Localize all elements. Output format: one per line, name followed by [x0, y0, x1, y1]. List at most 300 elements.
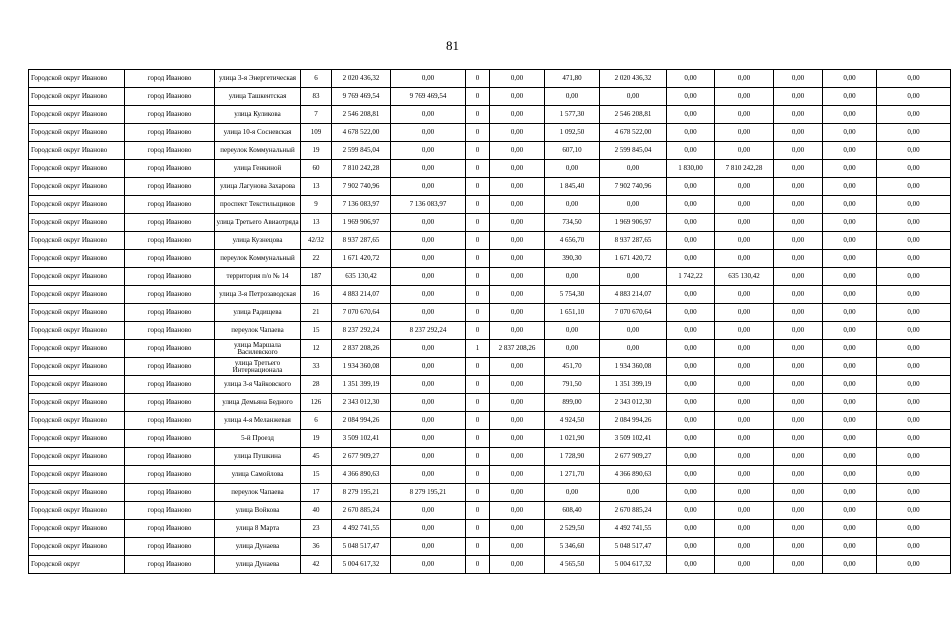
cell-street: улица Самойлова [215, 466, 301, 484]
cell-street: улица Пушкина [215, 448, 301, 466]
cell-cost-c: 1 351 399,19 [600, 376, 667, 394]
cell-house-number: 9 [301, 196, 332, 214]
cell-count-b: 0 [466, 448, 490, 466]
cell-house-number: 126 [301, 394, 332, 412]
cell-cost-c: 4 883 214,07 [600, 286, 667, 304]
cell-count-b: 0 [466, 124, 490, 142]
table-row [29, 466, 951, 484]
cell-area-c: 4 924,50 [545, 412, 600, 430]
cell-cost-d: 0,00 [715, 412, 774, 430]
cell-street: улица Кузнецова [215, 232, 301, 250]
cell-cost-g: 0,00 [877, 304, 951, 322]
cell-street: улица Генкиной [215, 160, 301, 178]
cell-count-b: 0 [466, 430, 490, 448]
cell-cost-g: 0,00 [877, 430, 951, 448]
cell-cost-c: 0,00 [600, 88, 667, 106]
cell-cost-b: 0,00 [490, 484, 545, 502]
table-row [29, 376, 951, 394]
cell-count-b: 0 [466, 142, 490, 160]
cell-street: переулок Коммунальный [215, 142, 301, 160]
cell-area-d: 0,00 [667, 196, 715, 214]
table-row [29, 556, 951, 574]
cell-cost-f: 0,00 [823, 304, 877, 322]
cell-area-c: 899,00 [545, 394, 600, 412]
cell-cost-d: 0,00 [715, 466, 774, 484]
cell-locality: город Иваново [125, 178, 215, 196]
cell-locality: город Иваново [125, 322, 215, 340]
cell-municipality: Городской округ Иваново [29, 322, 125, 340]
cell-count-b: 0 [466, 286, 490, 304]
cell-cost-e: 0,00 [774, 448, 823, 466]
cell-cost-b: 0,00 [490, 124, 545, 142]
cell-cost-c: 1 969 906,97 [600, 214, 667, 232]
cell-house-number: 15 [301, 466, 332, 484]
cell-cost-a: 0,00 [391, 142, 466, 160]
cell-cost-b: 0,00 [490, 502, 545, 520]
cell-cost-d: 0,00 [715, 232, 774, 250]
table-row [29, 520, 951, 538]
cell-count-b: 0 [466, 196, 490, 214]
cell-count-b: 0 [466, 556, 490, 574]
cell-area-d: 0,00 [667, 394, 715, 412]
cell-street: улица Куликова [215, 106, 301, 124]
cell-area-c: 1 092,50 [545, 124, 600, 142]
cell-cost-e: 0,00 [774, 484, 823, 502]
cell-cost-a: 0,00 [391, 268, 466, 286]
table-row [29, 394, 951, 412]
cell-municipality: Городской округ Иваново [29, 484, 125, 502]
cell-cost-f: 0,00 [823, 448, 877, 466]
cell-area-d: 0,00 [667, 376, 715, 394]
cell-cost-b: 0,00 [490, 322, 545, 340]
cell-municipality: Городской округ Иваново [29, 358, 125, 376]
cell-area-c: 0,00 [545, 88, 600, 106]
cell-cost-d: 0,00 [715, 142, 774, 160]
cell-area-d: 0,00 [667, 448, 715, 466]
cell-cost-f: 0,00 [823, 376, 877, 394]
cell-cost-c: 4 366 890,63 [600, 466, 667, 484]
cell-cost-b: 0,00 [490, 214, 545, 232]
cell-cost-a: 0,00 [391, 178, 466, 196]
cell-cost-a: 0,00 [391, 340, 466, 358]
cell-area-c: 4 565,50 [545, 556, 600, 574]
cell-count-b: 0 [466, 232, 490, 250]
cell-cost-b: 0,00 [490, 286, 545, 304]
cell-locality: город Иваново [125, 106, 215, 124]
cell-cost-d: 0,00 [715, 214, 774, 232]
cell-cost-c: 7 070 670,64 [600, 304, 667, 322]
cell-cost-e: 0,00 [774, 178, 823, 196]
cell-cost-a: 0,00 [391, 376, 466, 394]
cell-house-number: 7 [301, 106, 332, 124]
cell-municipality: Городской округ [29, 556, 125, 574]
page-number: 81 [446, 38, 459, 53]
cell-house-number: 23 [301, 520, 332, 538]
cell-area-c: 734,50 [545, 214, 600, 232]
cell-locality: город Иваново [125, 412, 215, 430]
cell-street: территория п/о № 14 [215, 268, 301, 286]
cell-house-number: 22 [301, 250, 332, 268]
cell-cost-f: 0,00 [823, 196, 877, 214]
cell-cost-b: 0,00 [490, 358, 545, 376]
cell-house-number: 15 [301, 322, 332, 340]
cell-cost-f: 0,00 [823, 430, 877, 448]
cell-cost-c: 7 902 740,96 [600, 178, 667, 196]
cell-street: улица Ташкентская [215, 88, 301, 106]
cell-street: улица 10-я Сосневская [215, 124, 301, 142]
cell-cost-a: 0,00 [391, 520, 466, 538]
cell-municipality: Городской округ Иваново [29, 232, 125, 250]
cell-cost-d: 0,00 [715, 430, 774, 448]
cell-count-b: 0 [466, 322, 490, 340]
cell-cost-a: 0,00 [391, 286, 466, 304]
cell-cost-a: 8 279 195,21 [391, 484, 466, 502]
cell-cost-c: 0,00 [600, 340, 667, 358]
cell-cost-f: 0,00 [823, 70, 877, 88]
cell-cost-b: 0,00 [490, 304, 545, 322]
cell-cost-a: 0,00 [391, 232, 466, 250]
cell-cost-c: 2 677 909,27 [600, 448, 667, 466]
cell-cost-f: 0,00 [823, 520, 877, 538]
cell-cost-g: 0,00 [877, 106, 951, 124]
cell-total-cost: 1 351 399,19 [332, 376, 391, 394]
cell-street: улица Лагунова Захарова [215, 178, 301, 196]
cell-cost-d: 0,00 [715, 520, 774, 538]
cell-total-cost: 2 546 208,81 [332, 106, 391, 124]
cell-municipality: Городской округ Иваново [29, 268, 125, 286]
cell-cost-f: 0,00 [823, 250, 877, 268]
cell-cost-a: 0,00 [391, 106, 466, 124]
cell-cost-c: 0,00 [600, 196, 667, 214]
cell-count-b: 0 [466, 412, 490, 430]
cell-cost-g: 0,00 [877, 142, 951, 160]
table-row [29, 448, 951, 466]
cell-street: улица Демьяна Бедного [215, 394, 301, 412]
cell-cost-d: 0,00 [715, 502, 774, 520]
cell-total-cost: 2 599 845,04 [332, 142, 391, 160]
cell-house-number: 28 [301, 376, 332, 394]
cell-cost-d: 0,00 [715, 196, 774, 214]
cell-cost-e: 0,00 [774, 232, 823, 250]
cell-count-b: 0 [466, 268, 490, 286]
cell-total-cost: 7 136 083,97 [332, 196, 391, 214]
cell-cost-f: 0,00 [823, 214, 877, 232]
cell-locality: город Иваново [125, 88, 215, 106]
table-row [29, 286, 951, 304]
cell-area-d: 0,00 [667, 502, 715, 520]
cell-cost-b: 2 837 208,26 [490, 340, 545, 358]
table-row [29, 70, 951, 88]
cell-area-d: 0,00 [667, 412, 715, 430]
cell-cost-g: 0,00 [877, 394, 951, 412]
cell-cost-c: 2 343 012,30 [600, 394, 667, 412]
cell-cost-c: 2 020 436,32 [600, 70, 667, 88]
cell-area-c: 607,10 [545, 142, 600, 160]
table-row [29, 358, 951, 376]
cell-cost-e: 0,00 [774, 196, 823, 214]
table-row [29, 214, 951, 232]
cell-cost-d: 0,00 [715, 88, 774, 106]
cell-locality: город Иваново [125, 556, 215, 574]
cell-locality: город Иваново [125, 538, 215, 556]
cell-cost-c: 3 509 102,41 [600, 430, 667, 448]
cell-area-d: 0,00 [667, 178, 715, 196]
cell-cost-d: 0,00 [715, 358, 774, 376]
table-row [29, 538, 951, 556]
cell-house-number: 45 [301, 448, 332, 466]
cell-locality: город Иваново [125, 394, 215, 412]
cell-cost-a: 0,00 [391, 430, 466, 448]
cell-house-number: 33 [301, 358, 332, 376]
cell-cost-g: 0,00 [877, 124, 951, 142]
cell-street: улица Третьего Авиаотряда [215, 214, 301, 232]
cell-area-c: 1 271,70 [545, 466, 600, 484]
cell-cost-f: 0,00 [823, 538, 877, 556]
cell-area-c: 471,80 [545, 70, 600, 88]
cell-locality: город Иваново [125, 232, 215, 250]
cell-area-d: 0,00 [667, 286, 715, 304]
cell-house-number: 42/32 [301, 232, 332, 250]
cell-area-c: 0,00 [545, 160, 600, 178]
cell-count-b: 0 [466, 376, 490, 394]
cell-municipality: Городской округ Иваново [29, 430, 125, 448]
cell-cost-f: 0,00 [823, 340, 877, 358]
cell-street: улица Дунаева [215, 556, 301, 574]
cell-cost-b: 0,00 [490, 106, 545, 124]
cell-cost-c: 2 546 208,81 [600, 106, 667, 124]
cell-cost-d: 0,00 [715, 178, 774, 196]
cell-cost-c: 0,00 [600, 484, 667, 502]
cell-cost-a: 0,00 [391, 448, 466, 466]
cell-cost-c: 4 492 741,55 [600, 520, 667, 538]
table-row [29, 340, 951, 358]
cell-cost-f: 0,00 [823, 394, 877, 412]
cell-area-c: 1 021,90 [545, 430, 600, 448]
cell-area-d: 0,00 [667, 214, 715, 232]
cell-cost-e: 0,00 [774, 88, 823, 106]
cell-cost-f: 0,00 [823, 106, 877, 124]
cell-count-b: 0 [466, 466, 490, 484]
cell-area-c: 1 845,40 [545, 178, 600, 196]
cell-street: улица Войкова [215, 502, 301, 520]
cell-house-number: 83 [301, 88, 332, 106]
cell-total-cost: 8 237 292,24 [332, 322, 391, 340]
cell-municipality: Городской округ Иваново [29, 250, 125, 268]
cell-cost-c: 5 004 617,32 [600, 556, 667, 574]
cell-street: улица Дунаева [215, 538, 301, 556]
cell-municipality: Городской округ Иваново [29, 376, 125, 394]
cell-cost-g: 0,00 [877, 322, 951, 340]
cell-total-cost: 3 509 102,41 [332, 430, 391, 448]
cell-municipality: Городской округ Иваново [29, 502, 125, 520]
cell-cost-f: 0,00 [823, 142, 877, 160]
cell-cost-a: 0,00 [391, 250, 466, 268]
cell-municipality: Городской округ Иваново [29, 340, 125, 358]
cell-count-b: 0 [466, 88, 490, 106]
cell-total-cost: 7 810 242,28 [332, 160, 391, 178]
cell-municipality: Городской округ Иваново [29, 178, 125, 196]
cell-cost-c: 5 048 517,47 [600, 538, 667, 556]
table-row [29, 250, 951, 268]
cell-cost-b: 0,00 [490, 250, 545, 268]
cell-cost-e: 0,00 [774, 358, 823, 376]
cell-cost-d: 0,00 [715, 340, 774, 358]
cell-cost-a: 0,00 [391, 358, 466, 376]
cell-area-c: 0,00 [545, 484, 600, 502]
cell-cost-g: 0,00 [877, 358, 951, 376]
cell-count-b: 0 [466, 304, 490, 322]
cell-locality: город Иваново [125, 358, 215, 376]
cell-street: улица Радищева [215, 304, 301, 322]
cell-cost-c: 2 670 885,24 [600, 502, 667, 520]
cell-total-cost: 2 020 436,32 [332, 70, 391, 88]
cell-area-c: 0,00 [545, 268, 600, 286]
cell-street: проспект Текстильщиков [215, 196, 301, 214]
cell-cost-e: 0,00 [774, 412, 823, 430]
table-row [29, 430, 951, 448]
cell-area-d: 0,00 [667, 106, 715, 124]
cell-cost-d: 0,00 [715, 304, 774, 322]
cell-total-cost: 5 048 517,47 [332, 538, 391, 556]
cell-cost-f: 0,00 [823, 88, 877, 106]
cell-cost-e: 0,00 [774, 466, 823, 484]
cell-total-cost: 8 937 287,65 [332, 232, 391, 250]
cell-cost-f: 0,00 [823, 160, 877, 178]
cell-cost-f: 0,00 [823, 466, 877, 484]
cell-house-number: 40 [301, 502, 332, 520]
cell-house-number: 109 [301, 124, 332, 142]
cell-cost-e: 0,00 [774, 124, 823, 142]
cell-cost-e: 0,00 [774, 538, 823, 556]
cell-municipality: Городской округ Иваново [29, 214, 125, 232]
cell-locality: город Иваново [125, 250, 215, 268]
cell-total-cost: 2 343 012,30 [332, 394, 391, 412]
cell-cost-c: 2 599 845,04 [600, 142, 667, 160]
cell-area-c: 1 728,90 [545, 448, 600, 466]
cell-cost-e: 0,00 [774, 304, 823, 322]
cell-cost-a: 0,00 [391, 538, 466, 556]
cell-street: переулок Коммунальный [215, 250, 301, 268]
cell-total-cost: 2 677 909,27 [332, 448, 391, 466]
cell-house-number: 17 [301, 484, 332, 502]
cell-cost-b: 0,00 [490, 412, 545, 430]
cell-area-d: 1 830,00 [667, 160, 715, 178]
cell-area-c: 0,00 [545, 196, 600, 214]
cell-cost-g: 0,00 [877, 286, 951, 304]
cell-cost-g: 0,00 [877, 70, 951, 88]
table-row [29, 484, 951, 502]
cell-cost-e: 0,00 [774, 286, 823, 304]
table-row [29, 502, 951, 520]
cell-municipality: Городской округ Иваново [29, 286, 125, 304]
cell-street: переулок Чапаева [215, 322, 301, 340]
cell-cost-e: 0,00 [774, 520, 823, 538]
cell-total-cost: 9 769 469,54 [332, 88, 391, 106]
cell-cost-c: 1 671 420,72 [600, 250, 667, 268]
cell-cost-e: 0,00 [774, 340, 823, 358]
cell-count-b: 0 [466, 106, 490, 124]
cell-cost-f: 0,00 [823, 232, 877, 250]
table-row [29, 124, 951, 142]
cell-cost-d: 0,00 [715, 124, 774, 142]
cell-cost-f: 0,00 [823, 286, 877, 304]
cell-cost-g: 0,00 [877, 484, 951, 502]
cell-cost-g: 0,00 [877, 556, 951, 574]
cell-cost-b: 0,00 [490, 178, 545, 196]
cell-area-d: 0,00 [667, 358, 715, 376]
cell-locality: город Иваново [125, 124, 215, 142]
cell-area-d: 0,00 [667, 70, 715, 88]
cell-cost-a: 9 769 469,54 [391, 88, 466, 106]
cell-house-number: 16 [301, 286, 332, 304]
cell-cost-b: 0,00 [490, 268, 545, 286]
cell-count-b: 0 [466, 160, 490, 178]
cell-locality: город Иваново [125, 340, 215, 358]
cell-cost-b: 0,00 [490, 394, 545, 412]
cell-locality: город Иваново [125, 520, 215, 538]
cell-area-d: 0,00 [667, 322, 715, 340]
cell-cost-d: 0,00 [715, 376, 774, 394]
cell-total-cost: 7 070 670,64 [332, 304, 391, 322]
cell-area-d: 0,00 [667, 466, 715, 484]
cell-cost-d: 635 130,42 [715, 268, 774, 286]
cell-cost-e: 0,00 [774, 214, 823, 232]
cell-cost-b: 0,00 [490, 196, 545, 214]
cell-area-d: 0,00 [667, 538, 715, 556]
cell-count-b: 1 [466, 340, 490, 358]
cell-area-d: 0,00 [667, 250, 715, 268]
cell-cost-e: 0,00 [774, 502, 823, 520]
cell-cost-b: 0,00 [490, 142, 545, 160]
cell-cost-g: 0,00 [877, 502, 951, 520]
cell-cost-a: 0,00 [391, 160, 466, 178]
cell-cost-f: 0,00 [823, 358, 877, 376]
cell-cost-g: 0,00 [877, 448, 951, 466]
cell-count-b: 0 [466, 520, 490, 538]
cell-municipality: Городской округ Иваново [29, 394, 125, 412]
cell-cost-f: 0,00 [823, 124, 877, 142]
cell-cost-a: 8 237 292,24 [391, 322, 466, 340]
table-row [29, 322, 951, 340]
cell-area-d: 0,00 [667, 340, 715, 358]
cell-cost-a: 0,00 [391, 412, 466, 430]
cell-cost-c: 0,00 [600, 160, 667, 178]
cell-area-d: 0,00 [667, 88, 715, 106]
cell-house-number: 187 [301, 268, 332, 286]
table-row [29, 232, 951, 250]
cell-area-c: 390,30 [545, 250, 600, 268]
data-table [28, 69, 951, 574]
cell-total-cost: 4 883 214,07 [332, 286, 391, 304]
cell-cost-f: 0,00 [823, 502, 877, 520]
cell-house-number: 6 [301, 412, 332, 430]
cell-count-b: 0 [466, 502, 490, 520]
cell-cost-b: 0,00 [490, 466, 545, 484]
cell-street: переулок Чапаева [215, 484, 301, 502]
cell-area-c: 0,00 [545, 340, 600, 358]
cell-street: улица 3-я Петрозаводская [215, 286, 301, 304]
cell-cost-f: 0,00 [823, 556, 877, 574]
cell-street: улица 3-я Чайковского [215, 376, 301, 394]
cell-street: улица Третьего Интернационала [215, 358, 301, 376]
cell-cost-d: 0,00 [715, 484, 774, 502]
cell-cost-d: 0,00 [715, 250, 774, 268]
cell-cost-a: 0,00 [391, 124, 466, 142]
cell-total-cost: 2 084 994,26 [332, 412, 391, 430]
cell-cost-g: 0,00 [877, 376, 951, 394]
cell-cost-e: 0,00 [774, 322, 823, 340]
cell-cost-a: 0,00 [391, 70, 466, 88]
